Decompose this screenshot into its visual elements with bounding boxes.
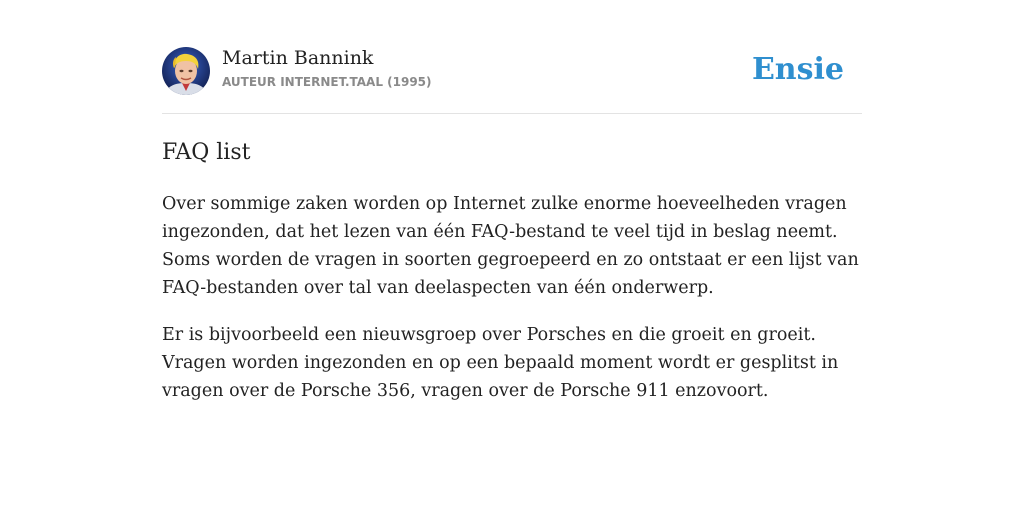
ensie-logo[interactable]: Ensie bbox=[751, 52, 844, 87]
author-avatar[interactable] bbox=[162, 47, 210, 95]
entry-paragraph: Over sommige zaken worden op Internet zulke enorme hoeveelheden vragen ingezonden, dat het lezen van één FAQ-bestand te veel tijd in beslag neemt. Soms worden de vragen in soorten gegroepeerd en zo ontstaat er een lijst van FAQ-bestanden over tal van deelaspecten van één onderwerp. bbox=[162, 194, 859, 298]
entry-header bbox=[162, 0, 862, 114]
author-role: AUTEUR INTERNET.TAAL (1995) bbox=[222, 75, 432, 89]
entry-title: FAQ list bbox=[162, 140, 251, 165]
author-name[interactable]: Martin Bannink bbox=[222, 47, 374, 69]
entry-card bbox=[162, 0, 862, 405]
entry-paragraph: Er is bijvoorbeeld een nieuwsgroep over Porsches en die groeit en groeit. Vragen worden ingezonden en op een bepaald moment wordt er gesplitst in vragen over de Porsche 356, vragen over de Porsche 911 enzovoort. bbox=[162, 325, 839, 401]
author-portrait-image bbox=[162, 47, 210, 95]
